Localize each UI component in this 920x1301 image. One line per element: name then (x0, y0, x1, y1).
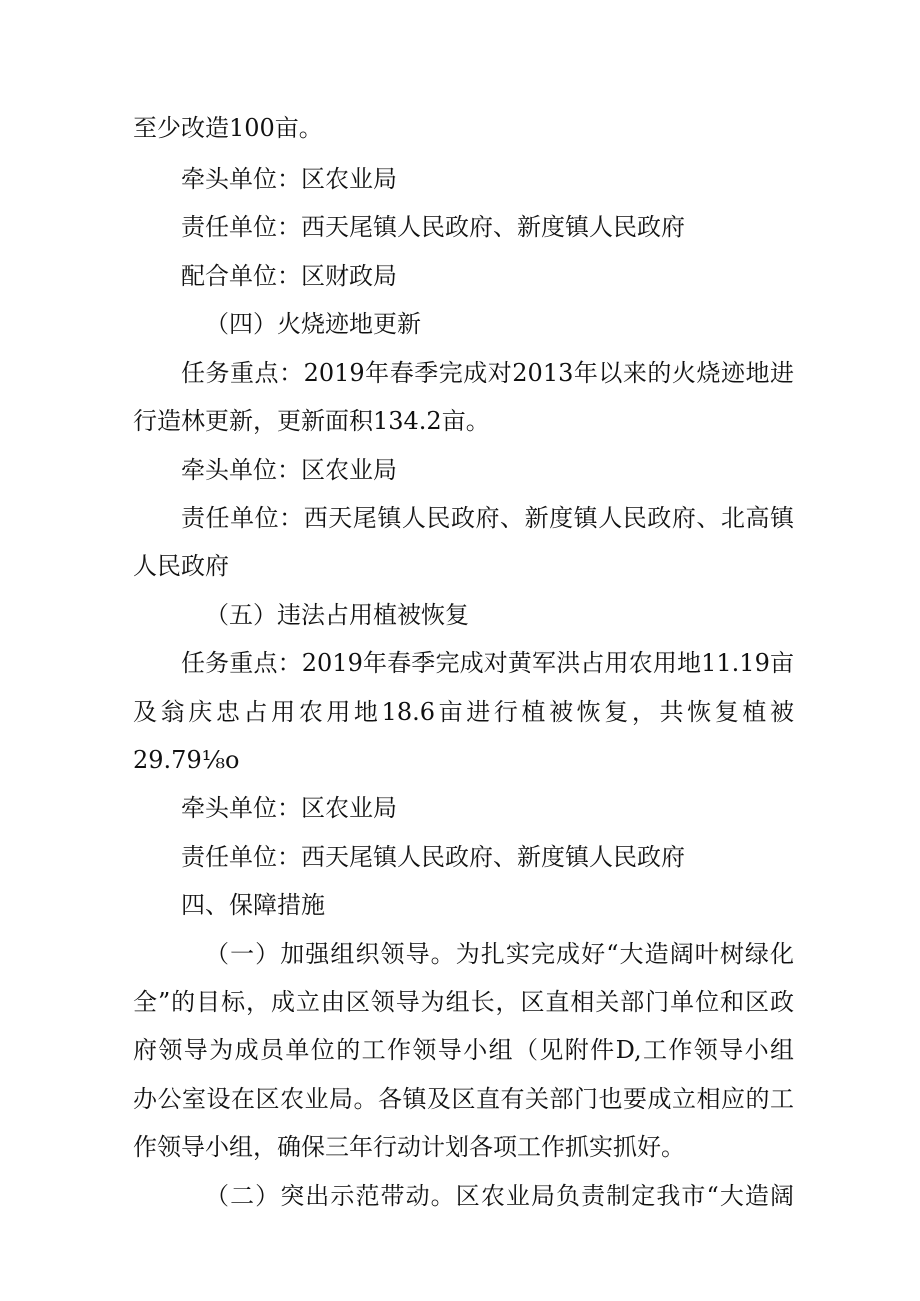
text-line: 办公室设在区农业局。各镇及区直有关部门也要成立相应的工 (133, 1085, 794, 1113)
section-heading: （五）违法占用植被恢复 (205, 601, 469, 629)
text-line: 府领导为成员单位的工作领导小组（见附件D,工作领导小组 (133, 1036, 794, 1064)
text-line: 全”的目标，成立由区领导为组长，区直相关部门单位和区政 (133, 988, 794, 1016)
text-line: 任务重点：2019年春季完成对黄军洪占用农用地11.19亩 (181, 649, 794, 677)
text-line: 牵头单位：区农业局 (181, 794, 397, 822)
text-line: （二）突出示范带动。区农业局负责制定我市“大造阔 (205, 1182, 794, 1210)
text-line: 配合单位：区财政局 (181, 262, 397, 290)
text-line: 至少改造100亩。 (133, 114, 323, 142)
text-line: 任务重点：2019年春季完成对2013年以来的火烧迹地进 (181, 359, 794, 387)
text-line: 作领导小组，确保三年行动计划各项工作抓实抓好。 (133, 1133, 685, 1161)
text-line: （一）加强组织领导。为扎实完成好“大造阔叶树绿化 (205, 940, 794, 968)
text-line: 责任单位：西天尾镇人民政府、新度镇人民政府 (181, 843, 685, 871)
section-heading: （四）火烧迹地更新 (205, 310, 421, 338)
text-line: 责任单位：西天尾镇人民政府、新度镇人民政府 (181, 213, 685, 241)
text-line: 牵头单位：区农业局 (181, 456, 397, 484)
text-line: 人民政府 (133, 552, 229, 580)
text-line: 及翁庆忠占用农用地18.6亩进行植被恢复，共恢复植被 (133, 698, 794, 726)
text-line: 牵头单位：区农业局 (181, 165, 397, 193)
section-heading: 四、保障措施 (181, 891, 325, 919)
text-line: 责任单位：西天尾镇人民政府、新度镇人民政府、北高镇 (181, 504, 794, 532)
text-line: 29.79⅛o (133, 746, 240, 774)
text-line: 行造林更新，更新面积134.2亩。 (133, 407, 490, 435)
